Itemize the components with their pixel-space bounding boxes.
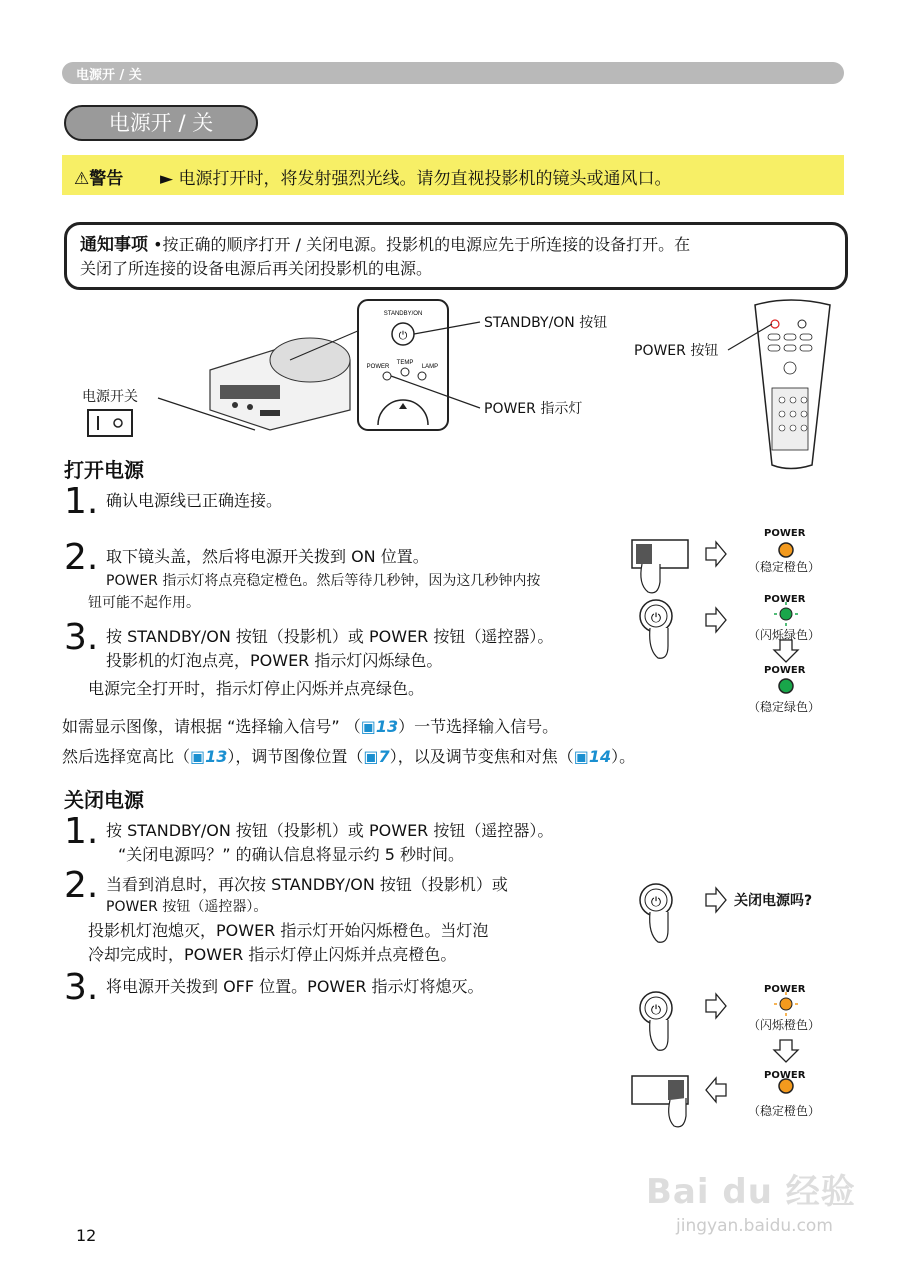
power-on-step2-line2: POWER 指示灯将点亮稳定橙色。然后等待几秒钟，因为这几秒钟内按	[106, 573, 541, 589]
panel-temp-text: TEMP	[396, 360, 414, 366]
indicator-power-label: POWER	[764, 984, 806, 995]
svg-text:⏻: ⏻	[650, 895, 662, 910]
svg-text:⏻: ⏻	[650, 1003, 662, 1018]
arrow-down-icon	[774, 1040, 798, 1062]
indicator-power-label: POWER	[764, 594, 806, 605]
finger-icon	[669, 1098, 686, 1127]
power-off-step1-line1: 按 STANDBY/ON 按钮（投影机）或 POWER 按钮（遥控器）。	[106, 821, 554, 840]
watermark-logo: Bai du 经验	[646, 1172, 856, 1212]
power-off-heading: 关闭电源	[64, 788, 144, 812]
power-off-indicators	[628, 878, 848, 1138]
svg-text:⏻: ⏻	[650, 611, 662, 626]
power-on-step1: 确认电源线已正确连接。	[106, 491, 283, 510]
step-number: 1.	[64, 811, 99, 852]
arrow-right-icon	[706, 888, 726, 912]
finger-icon	[641, 564, 660, 593]
power-led-orange-icon	[779, 1079, 793, 1093]
power-switch-label: 电源开关	[82, 389, 138, 405]
notice-line-2: 关闭了所连接的设备电源后再关闭投影机的电源。	[80, 259, 433, 278]
power-on-step3-line2: 投影机的灯泡点亮，POWER 指示灯闪烁绿色。	[106, 651, 443, 670]
indicator-power-label: POWER	[764, 665, 806, 676]
projector-diagram	[60, 290, 850, 470]
power-off-confirm-msg: 关闭电源吗?	[734, 893, 813, 909]
panel-power-text: POWER	[366, 364, 390, 370]
power-on-para2: 然后选择宽高比（▣13），调节图像位置（▣7），以及调节变焦和对焦（▣14）。	[62, 747, 636, 766]
page-number: 12	[76, 1226, 97, 1245]
arrow-down-icon	[774, 640, 798, 662]
warning-text: ► 电源打开时，将发射强烈光线。请勿直视投影机的镜头或通风口。	[160, 169, 672, 189]
power-indicator-label: POWER 指示灯	[484, 401, 583, 417]
power-button-label: POWER 按钮	[634, 343, 719, 359]
power-on-step3-line3: 电源完全打开时，指示灯停止闪烁并点亮绿色。	[88, 679, 425, 698]
power-off-step3: 将电源开关拨到 OFF 位置。POWER 指示灯将熄灭。	[106, 977, 484, 996]
step-number: 3.	[64, 967, 99, 1008]
notice-text-1: •按正确的顺序打开 / 关闭电源。投影机的电源应先于所连接的设备打开。在	[153, 235, 691, 254]
remote-control-icon	[755, 300, 830, 469]
panel-lamp-text: LAMP	[421, 364, 439, 370]
power-led-orange-blink-icon	[780, 998, 792, 1010]
watermark-url: jingyan.baidu.com	[676, 1216, 833, 1236]
notice-line-1	[80, 230, 690, 255]
step-number: 2.	[64, 865, 99, 906]
indicator-power-label: POWER	[764, 528, 806, 539]
panel-standby-text: STANDBY/ON	[383, 311, 423, 317]
arrow-right-icon	[706, 542, 726, 566]
notice-label: 通知事项	[80, 235, 148, 255]
header-bar-text: 电源开 / 关	[76, 68, 142, 83]
svg-text:⏻: ⏻	[398, 329, 408, 342]
arrow-right-icon	[706, 994, 726, 1018]
cap-steady-green: （稳定绿色）	[748, 700, 821, 714]
warning-label: ⚠警告	[74, 169, 124, 189]
step-number: 1.	[64, 481, 99, 522]
cap-blink-green: （闪烁绿色）	[748, 628, 821, 642]
power-led-orange-icon	[779, 543, 793, 557]
power-led-green-blink-icon	[780, 608, 792, 620]
cap-steady-orange: （稳定橙色）	[748, 1104, 821, 1118]
power-off-step2-line2: POWER 按钮（遥控器）。	[106, 899, 268, 915]
page-ref-link[interactable]: ▣14	[573, 747, 612, 766]
power-on-step2-line3: 钮可能不起作用。	[88, 595, 200, 611]
standby-button-label: STANDBY/ON 按钮	[484, 315, 608, 331]
step-number: 3.	[64, 617, 99, 658]
cap-steady-orange: （稳定橙色）	[748, 560, 821, 574]
page-ref-link[interactable]: ▣7	[363, 747, 390, 766]
power-on-step2-line1: 取下镜头盖，然后将电源开关拨到 ON 位置。	[106, 547, 429, 566]
power-off-step2-line4: 冷却完成时，POWER 指示灯停止闪烁并点亮橙色。	[88, 945, 457, 964]
power-on-heading: 打开电源	[64, 458, 144, 482]
arrow-left-icon	[706, 1078, 726, 1102]
power-off-step1-line2: “关闭电源吗？” 的确认信息将显示约 5 秒时间。	[118, 845, 465, 864]
power-on-para1: 如需显示图像，请根据 “选择输入信号” （▣13）一节选择输入信号。	[62, 717, 559, 736]
power-off-step2-line1: 当看到消息时，再次按 STANDBY/ON 按钮（投影机）或	[106, 875, 508, 894]
power-off-step2-line3: 投影机灯泡熄灭，POWER 指示灯开始闪烁橙色。当灯泡	[88, 921, 489, 940]
header-bar	[62, 62, 844, 84]
page-ref-link[interactable]: ▣13	[360, 717, 399, 736]
power-led-green-icon	[779, 679, 793, 693]
power-switch-icon	[88, 410, 132, 436]
page-title: 电源开 / 关	[64, 105, 258, 141]
power-on-step3-line1: 按 STANDBY/ON 按钮（投影机）或 POWER 按钮（遥控器）。	[106, 627, 554, 646]
page-ref-link[interactable]: ▣13	[190, 747, 228, 766]
indicator-power-label: POWER	[764, 1070, 806, 1081]
cap-blink-orange: （闪烁橙色）	[748, 1018, 821, 1032]
step-number: 2.	[64, 537, 99, 578]
projector-icon	[210, 338, 350, 430]
